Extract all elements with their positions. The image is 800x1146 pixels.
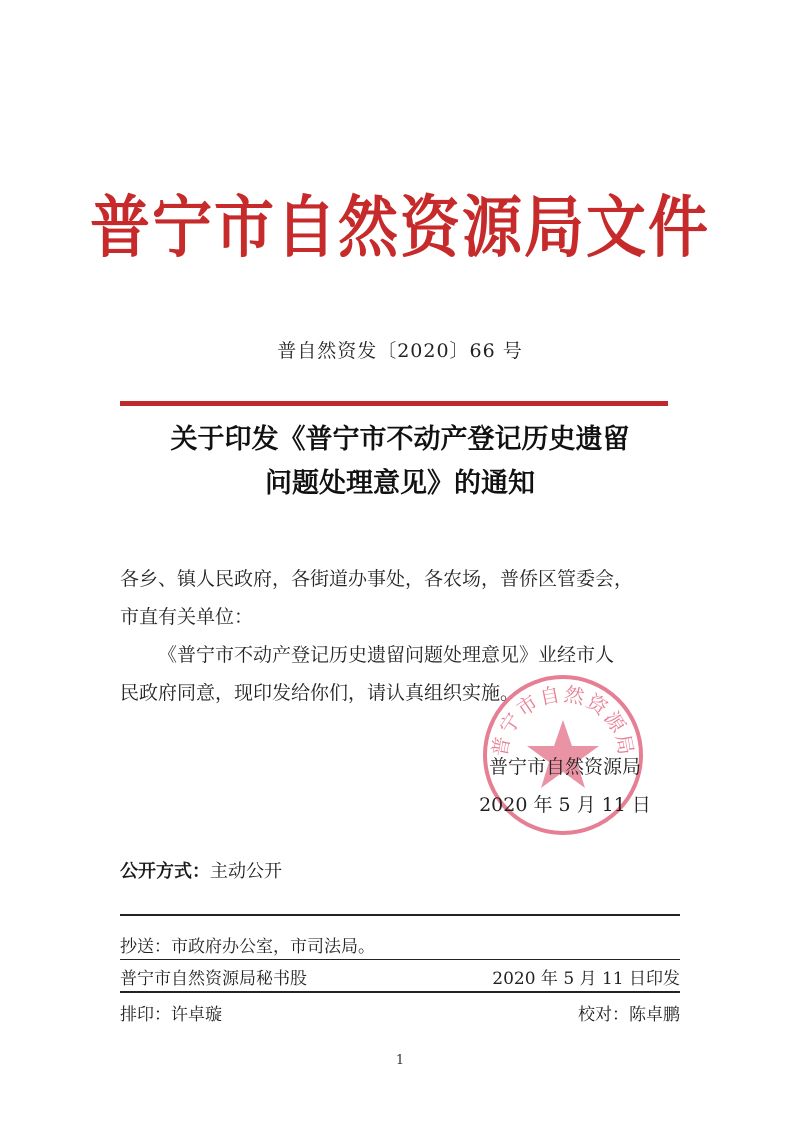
- addressee-block: [120, 560, 690, 636]
- proofread-by: 校对：陈卓鹏: [578, 1005, 680, 1025]
- typeset-row: [120, 1000, 680, 1025]
- document-number: 普自然资发〔2020〕66 号: [277, 340, 523, 362]
- paragraph-line-1: 《普宁市不动产登记历史遗留问题处理意见》业经市人: [158, 644, 615, 666]
- print-date: 2020 年 5 月 11 日印发: [492, 969, 680, 989]
- disclosure-value: 主动公开: [210, 861, 282, 882]
- document-header-title: 普宁市自然资源局文件: [90, 188, 710, 268]
- page-number: 1: [395, 1053, 405, 1068]
- red-divider: [120, 401, 668, 406]
- signature-block: [470, 748, 660, 824]
- disclosure-line: [120, 857, 282, 883]
- issuer-name: 普宁市自然资源局: [488, 756, 641, 778]
- footer-rule-middle: [120, 959, 680, 960]
- seal-text: 普宁市自然资源局: [487, 681, 639, 759]
- issuing-office: 普宁市自然资源局秘书股: [120, 969, 307, 989]
- notice-title-line-2: 问题处理意见》的通知: [265, 468, 535, 499]
- paragraph-line-2: 民政府同意，现印发给你们，请认真组织实施。: [120, 682, 520, 704]
- typeset-by: 排印：许卓璇: [120, 1005, 222, 1025]
- notice-title: [0, 418, 800, 506]
- notice-title-line-1: 关于印发《普宁市不动产登记历史遗留: [170, 424, 630, 455]
- issuing-office-row: [120, 964, 680, 989]
- addressee-line-1: 各乡、镇人民政府，各街道办事处，各农场，普侨区管委会，: [120, 568, 634, 590]
- footer-rule-bottom: [120, 991, 680, 993]
- issue-date: 2020 年 5 月 11 日: [479, 794, 651, 816]
- footer-rule-top: [120, 914, 680, 916]
- disclosure-label: 公开方式：: [120, 861, 210, 882]
- addressee-line-2: 市直有关单位：: [120, 606, 254, 628]
- cc-line: 抄送：市政府办公室，市司法局。: [120, 937, 375, 957]
